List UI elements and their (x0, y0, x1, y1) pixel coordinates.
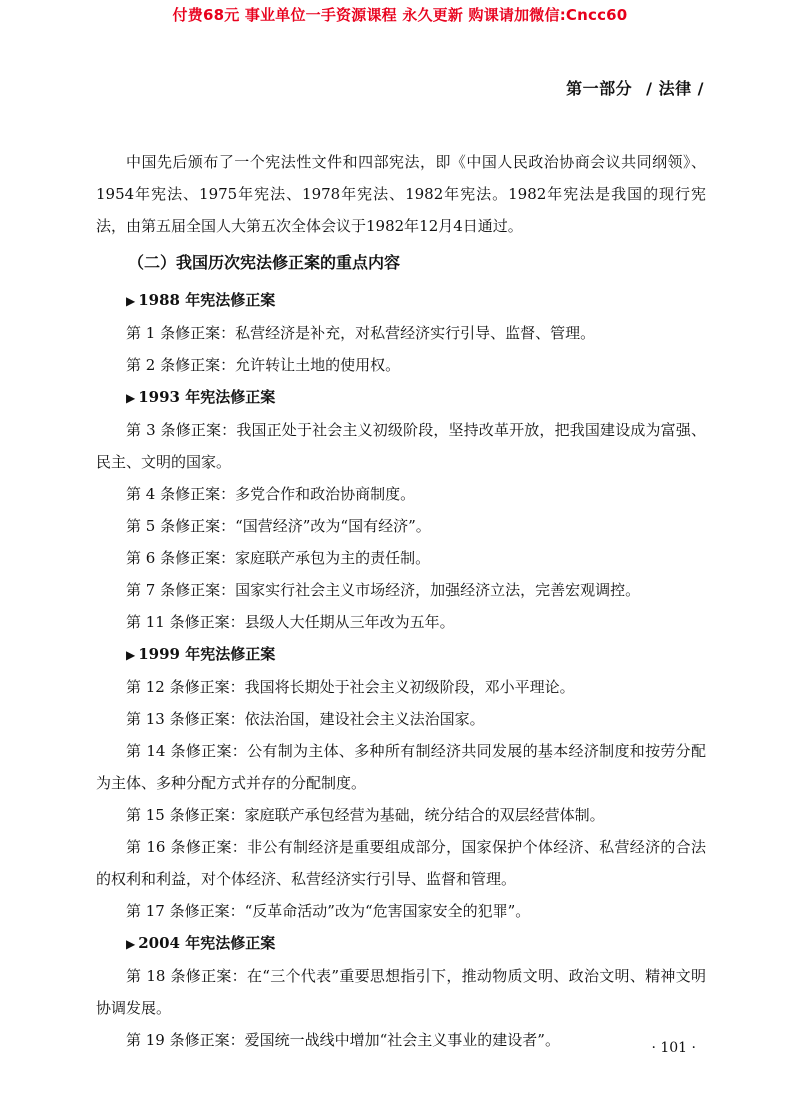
intro-paragraph: 中国先后颁布了一个宪法性文件和四部宪法，即《中国人民政治协商会议共同纲领》、1954年宪法、1975年宪法、1978年宪法、1982年宪法。1982年宪法是我国的现行宪法，由第五届全国人大第五次全体会议于1982年12月4日通过。 (96, 153, 706, 235)
amendment-item: 第 4 条修正案：多党合作和政治协商制度。 (126, 485, 416, 503)
amendment-group-2004 (96, 927, 706, 1056)
amendment-item: 第 11 条修正案：县级人大任期从三年改为五年。 (126, 613, 455, 631)
running-head-subject: / 法律 / (646, 79, 704, 98)
year-heading (96, 927, 706, 960)
triangle-bullet-icon: ▶ (126, 648, 136, 662)
amendment-item: 第 3 条修正案：我国正处于社会主义初级阶段，坚持改革开放，把我国建设成为富强、民主、文明的国家。 (96, 421, 706, 471)
amendment-item: 第 16 条修正案：非公有制经济是重要组成部分，国家保护个体经济、私营经济的合法的权利和利益，对个体经济、私营经济实行引导、监督和管理。 (96, 838, 706, 888)
amendment-item: 第 17 条修正案：“反革命活动”改为“危害国家安全的犯罪”。 (126, 902, 531, 920)
amendment-item: 第 15 条修正案：家庭联产承包经营为基础，统分结合的双层经营体制。 (126, 806, 605, 824)
amendment-item: 第 12 条修正案：我国将长期处于社会主义初级阶段，邓小平理论。 (126, 678, 575, 696)
triangle-bullet-icon: ▶ (126, 294, 136, 308)
amendment-item: 第 2 条修正案：允许转让土地的使用权。 (126, 356, 401, 374)
page-number: · 101 · (651, 1040, 696, 1056)
amendment-item: 第 6 条修正案：家庭联产承包为主的责任制。 (126, 549, 431, 567)
amendment-item: 第 1 条修正案：私营经济是补充，对私营经济实行引导、监督、管理。 (126, 324, 596, 342)
running-head (566, 76, 704, 99)
triangle-bullet-icon: ▶ (126, 391, 136, 405)
amendment-item: 第 7 条修正案：国家实行社会主义市场经济，加强经济立法，完善宏观调控。 (126, 581, 641, 599)
triangle-bullet-icon: ▶ (126, 937, 136, 951)
amendment-group-1988 (96, 284, 706, 381)
year-heading (96, 638, 706, 671)
amendment-item: 第 14 条修正案：公有制为主体、多种所有制经济共同发展的基本经济制度和按劳分配为主体、多种分配方式并存的分配制度。 (96, 742, 706, 792)
amendment-item: 第 13 条修正案：依法治国，建设社会主义法治国家。 (126, 710, 485, 728)
promo-banner: 付费68元 事业单位一手资源课程 永久更新 购课请加微信:Cncc60 (172, 6, 628, 24)
page-content (96, 146, 706, 1056)
running-head-part: 第一部分 (566, 79, 633, 98)
amendment-group-1999 (96, 638, 706, 927)
amendment-item: 第 18 条修正案：在“三个代表”重要思想指引下，推动物质文明、政治文明、精神文明协调发展。 (96, 967, 706, 1017)
section-title: （二）我国历次宪法修正案的重点内容 (128, 253, 401, 272)
year-heading (96, 381, 706, 414)
year-heading (96, 284, 706, 317)
year-heading-text: 1988 年宪法修正案 (138, 291, 276, 309)
amendment-group-1993 (96, 381, 706, 638)
amendment-item: 第 5 条修正案：“国营经济”改为“国有经济”。 (126, 517, 431, 535)
amendment-item: 第 19 条修正案：爱国统一战线中增加“社会主义事业的建设者”。 (126, 1031, 560, 1049)
year-heading-text: 1999 年宪法修正案 (138, 645, 276, 663)
year-heading-text: 1993 年宪法修正案 (138, 388, 276, 406)
year-heading-text: 2004 年宪法修正案 (138, 934, 276, 952)
